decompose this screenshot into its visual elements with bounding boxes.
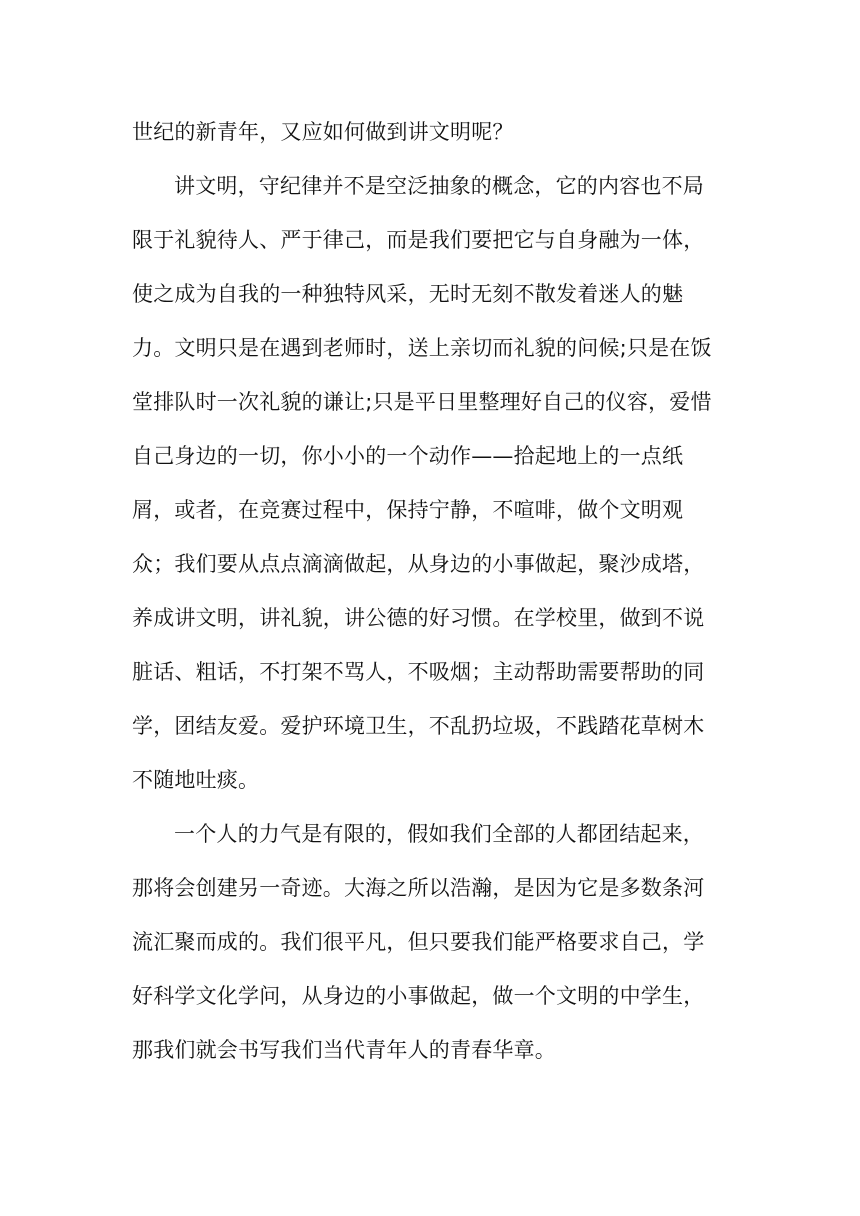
paragraph-1: [132, 105, 732, 159]
text-line: 养成讲文明，讲礼貌，讲公德的好习惯。在学校里，做到不说: [132, 606, 705, 630]
text-line: 不随地吐痰。: [132, 768, 260, 792]
paragraph-3: [132, 807, 732, 1077]
text-line: 流汇聚而成的。我们很平凡，但只要我们能严格要求自己，学: [132, 930, 705, 954]
text-line: 学，团结友爱。爱护环境卫生，不乱扔垃圾，不践踏花草树木: [132, 714, 705, 738]
paragraph-2: [132, 159, 732, 807]
text-line: 好科学文化学问，从身边的小事做起，做一个文明的中学生，: [132, 984, 705, 1008]
text-line: 力。文明只是在遇到老师时，送上亲切而礼貌的问候;只是在饭: [132, 336, 712, 360]
text-line: 自己身边的一切，你小小的一个动作——拾起地上的一点纸: [132, 444, 684, 468]
text-line: 使之成为自我的一种独特风采，无时无刻不散发着迷人的魅: [132, 282, 684, 306]
text-line: 讲文明，守纪律并不是空泛抽象的概念，它的内容也不局: [174, 174, 704, 198]
text-line: 一个人的力气是有限的，假如我们全部的人都团结起来，: [174, 822, 704, 846]
text-line: 那将会创建另一奇迹。大海之所以浩瀚，是因为它是多数条河: [132, 876, 705, 900]
text-line: 堂排队时一次礼貌的谦让;只是平日里整理好自己的仪容，爱惜: [132, 390, 712, 414]
text-line: 世纪的新青年，又应如何做到讲文明呢？: [132, 120, 514, 144]
text-line: 众；我们要从点点滴滴做起，从身边的小事做起，聚沙成塔，: [132, 552, 705, 576]
text-line: 屑，或者，在竞赛过程中，保持宁静，不喧啡，做个文明观: [132, 498, 684, 522]
document-body: [132, 105, 732, 1077]
text-line: 那我们就会书写我们当代青年人的青春华章。: [132, 1038, 556, 1062]
text-line: 脏话、粗话，不打架不骂人，不吸烟；主动帮助需要帮助的同: [132, 660, 705, 684]
text-line: 限于礼貌待人、严于律己，而是我们要把它与自身融为一体，: [132, 228, 705, 252]
